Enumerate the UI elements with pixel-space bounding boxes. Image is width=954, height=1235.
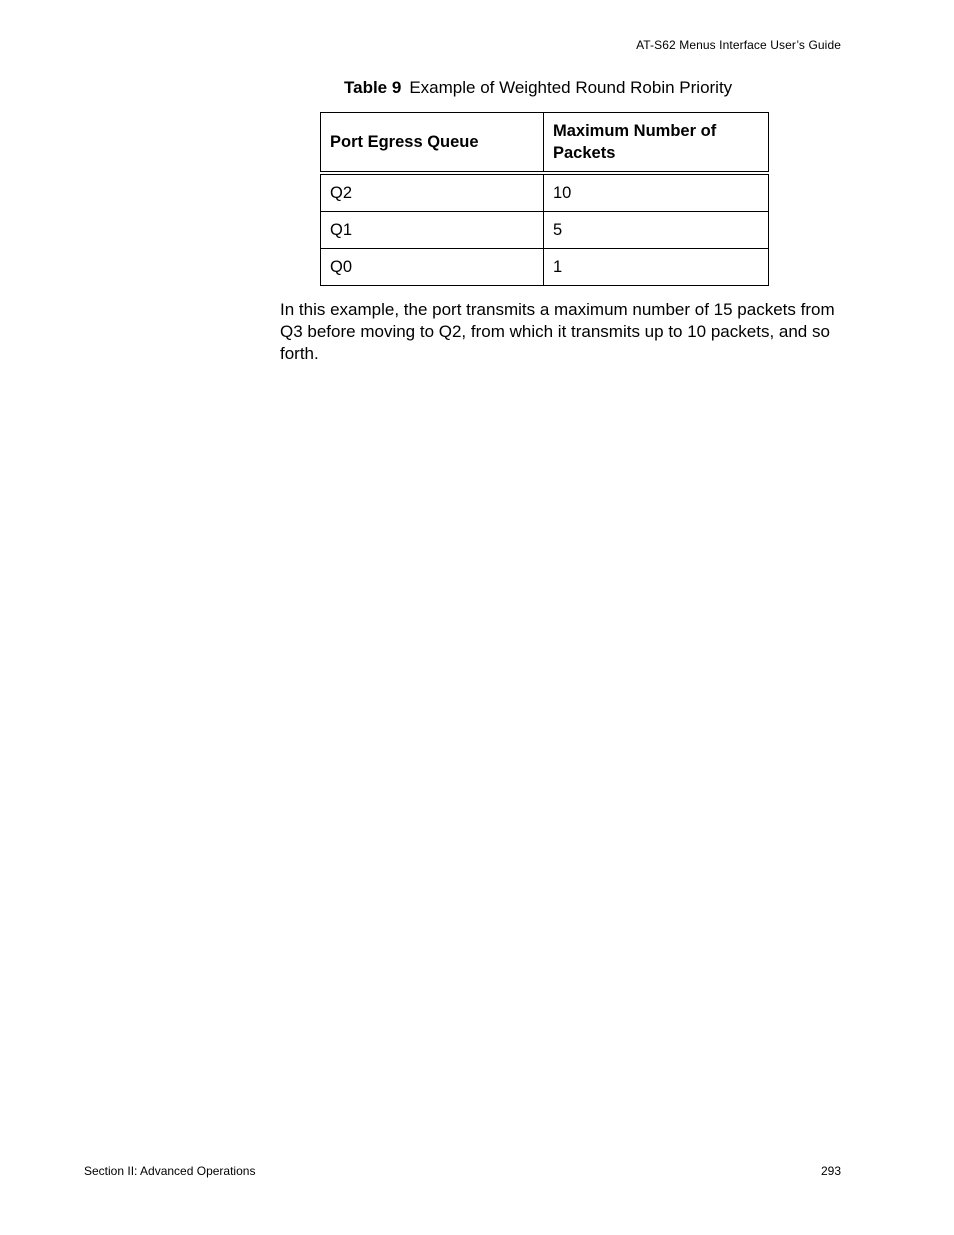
table-cell-queue: Q1 bbox=[321, 212, 544, 249]
table-cell-packets: 5 bbox=[544, 212, 769, 249]
table-caption-text: Example of Weighted Round Robin Priority bbox=[409, 78, 733, 97]
table-cell-queue: Q0 bbox=[321, 249, 544, 286]
table-cell-packets: 10 bbox=[544, 173, 769, 212]
footer-section: Section II: Advanced Operations bbox=[84, 1164, 256, 1178]
table-row bbox=[321, 212, 769, 249]
weighted-round-robin-table bbox=[320, 112, 769, 286]
column-header-max-packets: Maximum Number of Packets bbox=[544, 113, 769, 174]
body-paragraph: In this example, the port transmits a maximum number of 15 packets from Q3 before moving to Q2, from which it transmits up to 10 packets, and so forth. bbox=[280, 300, 835, 363]
column-header-port-egress-queue: Port Egress Queue bbox=[321, 113, 544, 174]
running-header: AT-S62 Menus Interface User’s Guide bbox=[636, 38, 841, 52]
table-caption-label: Table 9 bbox=[344, 78, 402, 97]
table-header-row bbox=[321, 113, 769, 174]
footer-page-number: 293 bbox=[820, 1164, 841, 1178]
table-caption bbox=[344, 78, 732, 98]
table-row bbox=[321, 249, 769, 286]
table-cell-packets: 1 bbox=[544, 249, 769, 286]
table-row bbox=[321, 173, 769, 212]
table-cell-queue: Q2 bbox=[321, 173, 544, 212]
